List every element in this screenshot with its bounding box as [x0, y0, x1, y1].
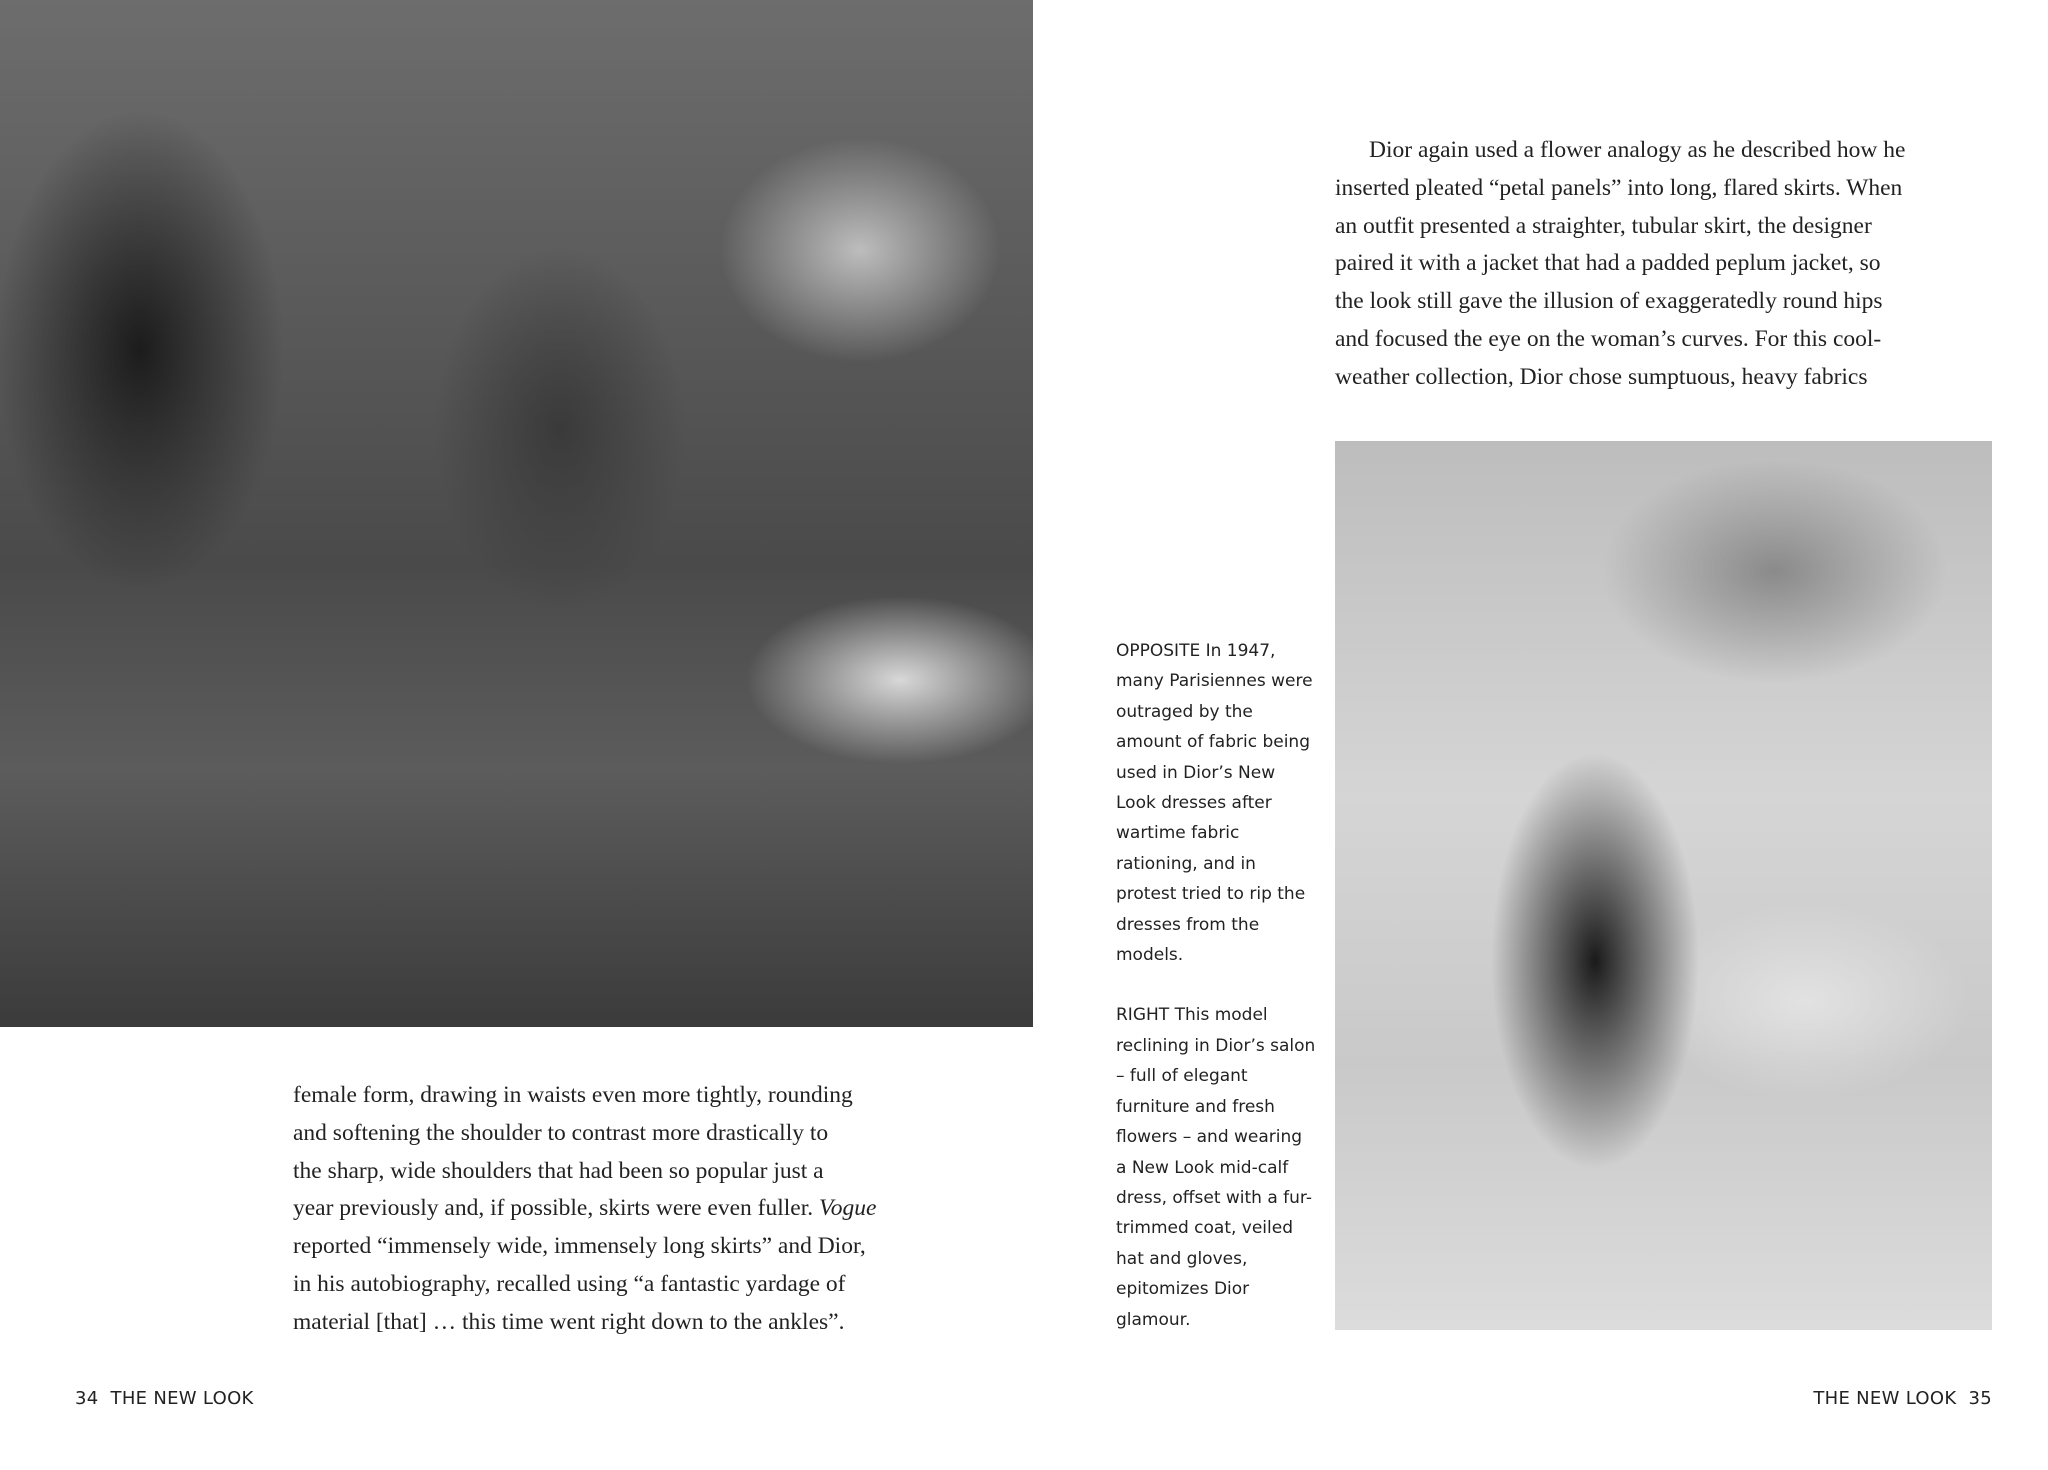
- text-line: year previously and, if possible, skirts were even fuller.: [293, 1195, 819, 1222]
- text-line: Dior again used a flower analogy as he described how he: [1369, 137, 1906, 163]
- left-body-text: [293, 1077, 953, 1342]
- text-line: an outfit presented a straighter, tubular skirt, the designer: [1335, 212, 1872, 239]
- text-line: in his autobiography, recalled using “a fantastic yardage of: [293, 1270, 846, 1297]
- protest-photo: [0, 0, 1033, 1027]
- text-line: female form, drawing in waists even more tightly, rounding: [293, 1082, 853, 1108]
- vogue-italic: Vogue: [819, 1195, 877, 1222]
- page-folio-right: THE NEW LOOK 35: [1813, 1388, 1992, 1409]
- right-body-text: [1335, 132, 1995, 397]
- text-line: the look still gave the illusion of exaggeratedly round hips: [1335, 288, 1883, 315]
- caption-right: RIGHT This model reclining in Dior’s salon – full of elegant furniture and fresh flowers – and wearing a New Look mid-calf dress, offset with a fur-trimmed coat, veiled hat and gloves, epitomizes Dior glamour.: [1116, 1005, 1316, 1330]
- text-line: and focused the eye on the woman’s curves. For this cool-: [1335, 325, 1882, 352]
- photo-captions: [1116, 636, 1316, 1365]
- salon-model-photo: [1335, 441, 1992, 1330]
- text-line: inserted pleated “petal panels” into long, flared skirts. When: [1335, 174, 1903, 201]
- page-folio-left: 34 THE NEW LOOK: [75, 1388, 254, 1409]
- text-line: paired it with a jacket that had a padded peplum jacket, so: [1335, 250, 1881, 277]
- text-line: weather collection, Dior chose sumptuous, heavy fabrics: [1335, 363, 1868, 390]
- text-line: reported “immensely wide, immensely long skirts” and Dior,: [293, 1233, 866, 1260]
- text-line: material [that] … this time went right down to the ankles”.: [293, 1308, 845, 1335]
- text-line: the sharp, wide shoulders that had been so popular just a: [293, 1157, 824, 1184]
- text-line: and softening the shoulder to contrast more drastically to: [293, 1119, 829, 1146]
- caption-opposite: OPPOSITE In 1947, many Parisiennes were outraged by the amount of fabric being used in Dior’s New Look dresses after wartime fabric rationing, and in protest tried to rip the dresses from the models.: [1116, 641, 1313, 966]
- text-line-with-italic: [293, 1190, 953, 1228]
